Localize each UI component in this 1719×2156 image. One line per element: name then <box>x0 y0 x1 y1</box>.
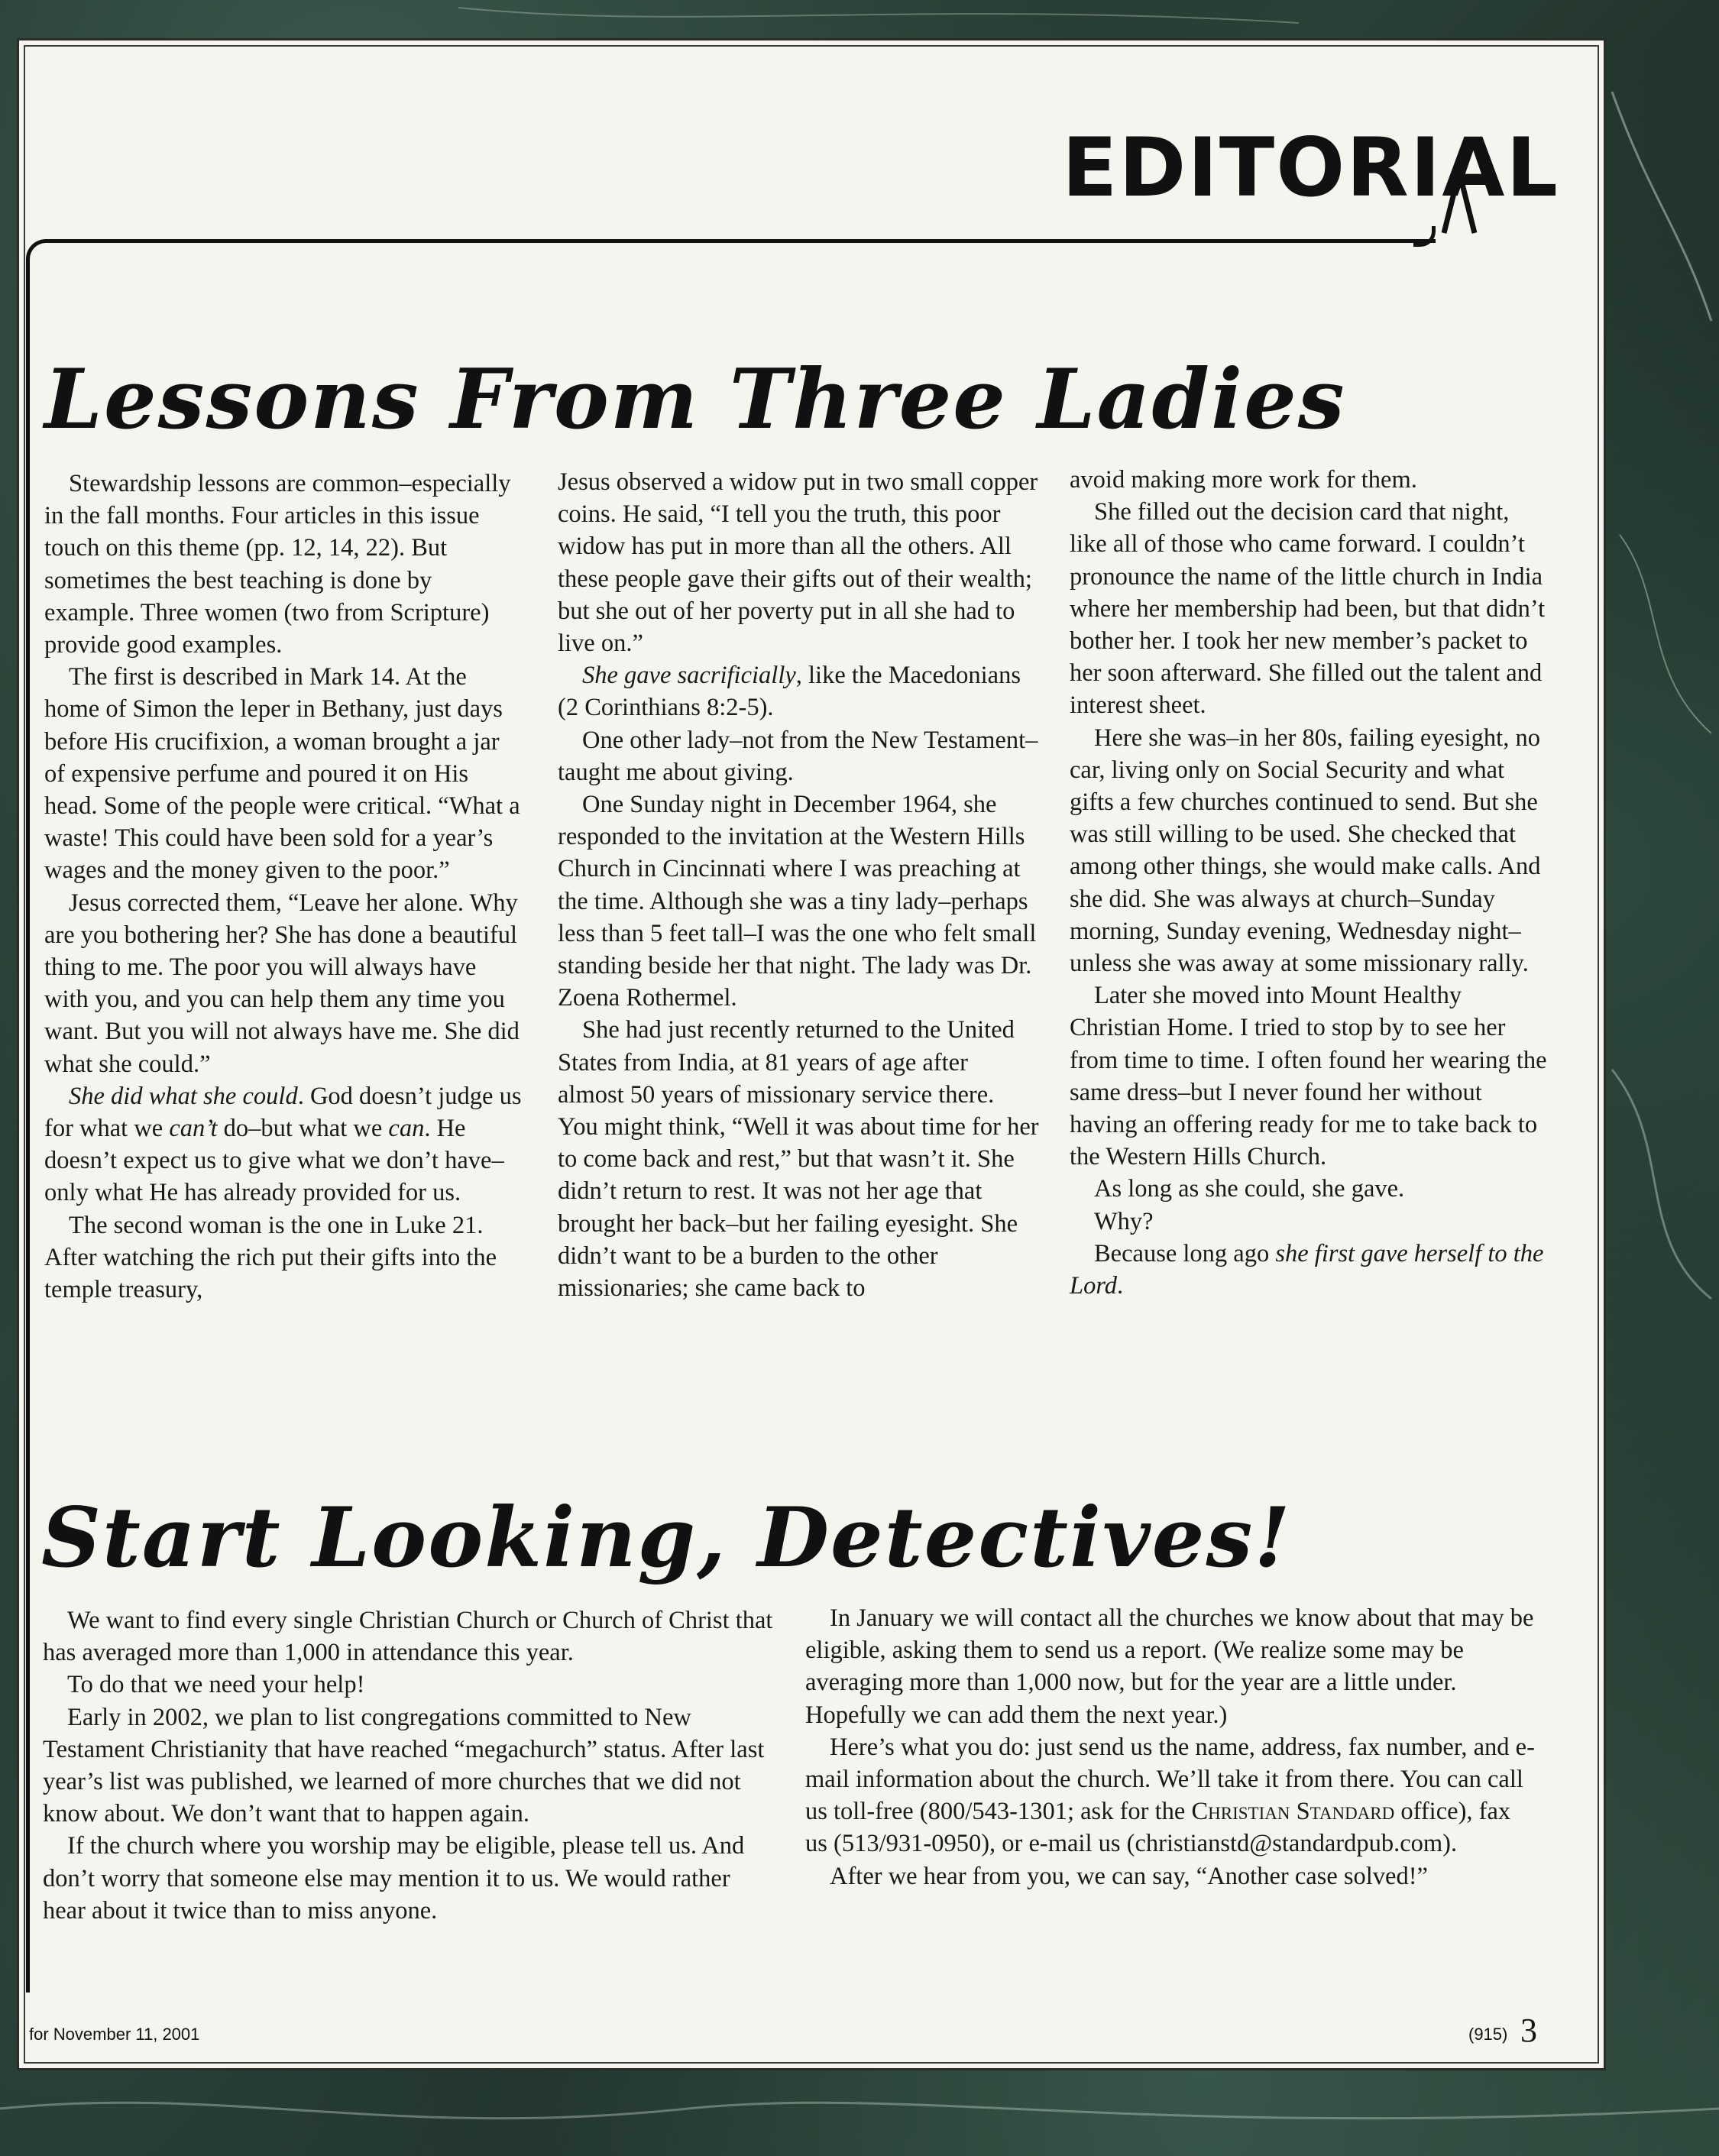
paragraph: We want to find every single Christian Church or Church of Christ that has averaged more than 1,000 in attendance this year. <box>43 1607 773 1667</box>
paragraph: avoid making more work for them. <box>1070 466 1417 494</box>
page-number: 3 <box>1520 2012 1537 2049</box>
paragraph <box>805 1731 1539 1860</box>
paragraph: After we hear from you, we can say, “Another case solved!” <box>830 1862 1428 1890</box>
publication-name: Christian Standard <box>1191 1798 1395 1826</box>
text-run: . He doesn’t expect us to give what we don’t have–only what He has already provided for us. <box>44 1115 504 1207</box>
paragraph: As long as she could, she gave. <box>1094 1175 1405 1203</box>
emphasis: can <box>388 1115 425 1143</box>
article2-column-1 <box>43 1604 776 1927</box>
emphasis: she first gave herself to the Lord <box>1070 1239 1544 1300</box>
article-headline-detectives: Start Looking, Detectives! <box>41 1490 1292 1586</box>
paragraph: She filled out the decision card that night, like all of those who came forward. I couldn’t pronounce the name of the little church in India where her membership had been, but that didn’t bother her. I took her new member’s packet to her soon afterward. She filled out the talent and interest sheet. <box>1070 498 1546 720</box>
article1-column-3 <box>1070 464 1551 1302</box>
paragraph: To do that we need your help! <box>67 1671 365 1699</box>
text-run: . God doesn’t judge us for what we <box>44 1082 522 1143</box>
paragraph: If the church where you worship may be eligible, please tell us. And don’t worry that someone else may mention it to us. We would rather hear about it twice than to miss anyone. <box>43 1832 745 1925</box>
text-run: do–but what we <box>217 1115 389 1143</box>
paragraph <box>44 1080 526 1209</box>
text-run: Because long ago <box>1094 1239 1276 1267</box>
paragraph: The first is described in Mark 14. At the home of Simon the leper in Bethany, just days before His crucifixion, a woman brought a jar of expensive perfume and poured it on His head. Some of the people were critical. “What a waste! This could have been sold for a year’s wages and the money given to the poor.” <box>44 663 520 885</box>
paragraph: One other lady–not from the New Testament–taught me about giving. <box>558 726 1038 786</box>
article1-column-2 <box>558 466 1039 1304</box>
emphasis: She gave sacrificially <box>582 662 796 690</box>
issue-date: for November 11, 2001 <box>29 2025 200 2044</box>
paragraph: Here she was–in her 80s, failing eyesight, no car, living only on Social Security and what gifts a few churches continued to send. But she was still willing to be used. She checked that among other things, she would make calls. And she did. She was always at church–Sunday morning, Sunday evening, Wednesday night–unless she was away at some missionary rally. <box>1070 724 1541 978</box>
paragraph: Why? <box>1094 1207 1154 1235</box>
text-run: office), fax us (513/931-0950), or e-mail us (christianstd@standardpub.com). <box>805 1798 1511 1858</box>
article1-column-1 <box>44 468 526 1306</box>
paragraph: Jesus observed a widow put in two small copper coins. He said, “I tell you the truth, this poor widow has put in more than all the others. All these people gave their gifts out of their wealth; but she out of her poverty put in all she had to live on.” <box>558 468 1038 658</box>
paragraph: In January we will contact all the churches we know about that may be eligible, asking them to send us a report. (We realize some may be averaging more than 1,000 now, but for the year are a little under. Hopefully we can add them the next year.) <box>805 1604 1534 1729</box>
editorial-section-logo: EDITORIAL <box>1062 121 1559 215</box>
paragraph: Early in 2002, we plan to list congregations committed to New Testament Christianity that have reached “megachurch” status. After last year’s list was published, we learned of more churches that we did not know about. We don’t want that to happen again. <box>43 1703 765 1828</box>
page-code: (915) <box>1468 2025 1508 2044</box>
paragraph: Later she moved into Mount Healthy Christian Home. I tried to stop by to see her from time to time. I often found her wearing the same dress–but I never found her without having an offering ready for me to take back to the Western Hills Church. <box>1070 982 1547 1171</box>
paragraph: The second woman is the one in Luke 21. After watching the rich put their gifts into the temple treasury, <box>44 1211 497 1304</box>
emphasis: can’t <box>169 1115 218 1143</box>
text-run: Here’s what you do: just send us the name, address, fax number, and e-mail information about the church. We’ll take it from there. You can call us toll-free (800/543-1301; ask for the <box>805 1733 1535 1826</box>
paragraph: One Sunday night in December 1964, she responded to the invitation at the Western Hills Church in Cincinnati where I was preaching at the time. Although she was a tiny lady–perhaps less than 5 feet tall–I was the one who felt small standing beside her that night. The lady was Dr. Zoena Rothermel. <box>558 791 1037 1012</box>
article-headline-lessons: Lessons From Three Ladies <box>44 351 1346 448</box>
paragraph: Stewardship lessons are common–especially in the fall months. Four articles in this issue touch on this theme (pp. 12, 14, 22). But sometimes the best teaching is done by example. Three women (two from Scripture) provide good examples. <box>44 470 511 659</box>
text-run: . <box>1117 1272 1124 1300</box>
paragraph <box>1070 1238 1551 1302</box>
emphasis: She did what she could <box>69 1082 298 1110</box>
text-run: , like the Macedonians (2 Corinthians 8:2-5). <box>558 662 1021 722</box>
paragraph: Jesus corrected them, “Leave her alone. Why are you bothering her? She has done a beautiful thing to me. The poor you will always have with you, and you can help them any time you want. But you will not always have me. She did what she could.” <box>44 889 520 1078</box>
paragraph: She had just recently returned to the United States from India, at 81 years of age after almost 50 years of missionary service there. You might think, “Well it was about time for her to come back and rest,” but that wasn’t it. She didn’t return to rest. It was not her age that brought her back–but her failing eyesight. She didn’t want to be a burden to the other missionaries; she came back to <box>558 1016 1039 1303</box>
paragraph <box>558 659 1039 724</box>
article2-column-2 <box>805 1602 1539 1892</box>
